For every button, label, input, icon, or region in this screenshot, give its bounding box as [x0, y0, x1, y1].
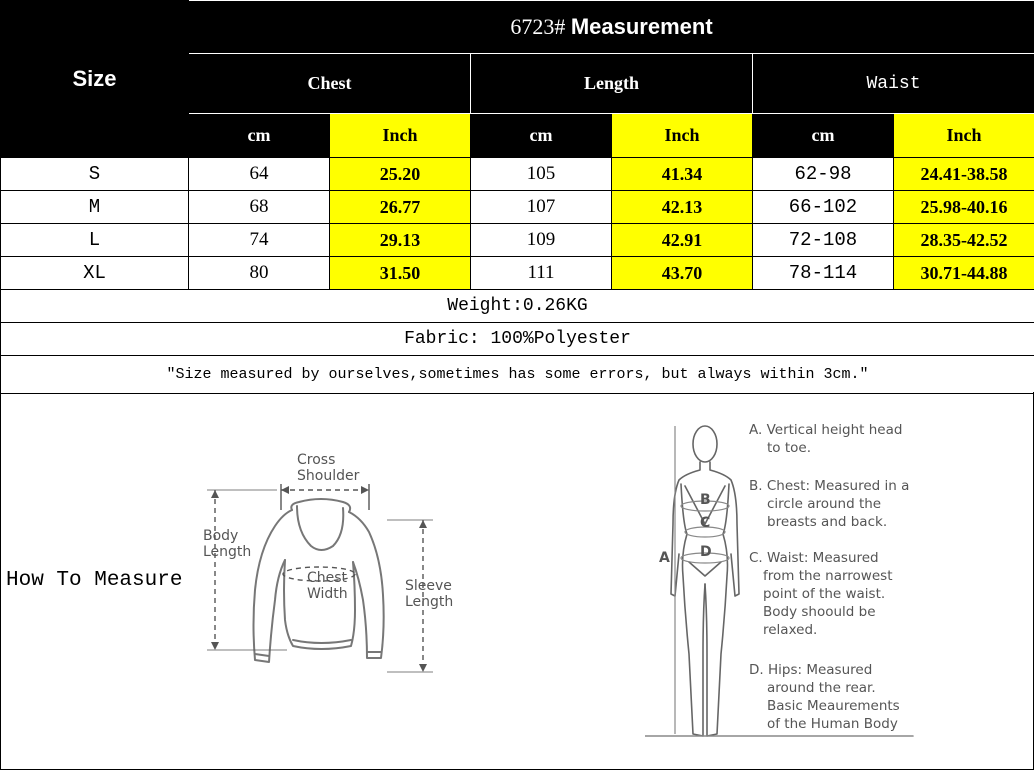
unit-header: cm [189, 114, 330, 158]
note-c: point of the waist. [763, 586, 886, 602]
table-row [1, 191, 1034, 224]
weight-info: Weight:0.26KG [1, 290, 1034, 323]
body-length-label: Body [203, 528, 239, 544]
note-c: relaxed. [763, 622, 818, 638]
waist-cm-cell: 72-108 [753, 224, 894, 257]
waist-inch-cell: 25.98-40.16 [894, 191, 1034, 224]
chest-inch-cell: 25.20 [330, 158, 471, 191]
waist-inch-cell: 28.35-42.52 [894, 224, 1034, 257]
table-row [1, 224, 1034, 257]
unit-header: cm [753, 114, 894, 158]
group-header-chest: Chest [189, 54, 471, 114]
sleeve-length-label: Sleeve [405, 578, 452, 594]
chest-cm-cell: 68 [189, 191, 330, 224]
size-cell: L [1, 224, 189, 257]
chest-cm-cell: 80 [189, 257, 330, 290]
note-c: Body shoould be [763, 604, 876, 620]
title-word: Measurement [570, 14, 713, 39]
body-marker-c: C [700, 515, 711, 531]
note-d: around the rear. [767, 680, 876, 696]
body-marker-b: B [700, 492, 711, 508]
waist-inch-cell: 30.71-44.88 [894, 257, 1034, 290]
size-header: Size [1, 1, 189, 158]
length-inch-cell: 43.70 [612, 257, 753, 290]
length-inch-cell: 42.91 [612, 224, 753, 257]
note-a: A. Vertical height head [749, 422, 903, 438]
body-length-label: Length [203, 544, 252, 560]
chest-width-label: Chest [307, 570, 348, 586]
note-b: B. Chest: Measured in a [749, 478, 910, 494]
chest-inch-cell: 26.77 [330, 191, 471, 224]
note-d: Basic Meaurements [767, 698, 900, 714]
waist-cm-cell: 66-102 [753, 191, 894, 224]
chest-width-label: Width [307, 586, 348, 602]
note-c: from the narrowest [763, 568, 893, 584]
unit-header: Inch [612, 114, 753, 158]
waist-inch-cell: 24.41-38.58 [894, 158, 1034, 191]
measurement-note: "Size measured by ourselves,sometimes has some errors, but always within 3cm." [1, 356, 1034, 394]
table-row [1, 158, 1034, 191]
size-cell: S [1, 158, 189, 191]
waist-cm-cell: 62-98 [753, 158, 894, 191]
sleeve-length-label: Length [405, 594, 454, 610]
chest-inch-cell: 29.13 [330, 224, 471, 257]
garment-diagram [197, 450, 467, 690]
chest-inch-cell: 31.50 [330, 257, 471, 290]
group-header-waist: Waist [753, 54, 1034, 114]
cross-shoulder-label: Shoulder [297, 468, 360, 484]
note-c: C. Waist: Measured [749, 550, 879, 566]
size-cell: M [1, 191, 189, 224]
length-cm-cell: 111 [471, 257, 612, 290]
length-cm-cell: 107 [471, 191, 612, 224]
length-inch-cell: 42.13 [612, 191, 753, 224]
unit-header: Inch [330, 114, 471, 158]
note-b: breasts and back. [767, 514, 888, 530]
group-header-length: Length [471, 54, 753, 114]
fabric-info: Fabric: 100%Polyester [1, 323, 1034, 356]
body-marker-d: D [700, 544, 712, 560]
note-d: D. Hips: Measured [749, 662, 873, 678]
length-inch-cell: 41.34 [612, 158, 753, 191]
length-cm-cell: 105 [471, 158, 612, 191]
table-row [1, 257, 1034, 290]
length-cm-cell: 109 [471, 224, 612, 257]
table-title [189, 1, 1034, 54]
how-to-measure-label: How To Measure [6, 569, 183, 592]
body-marker-a: A [659, 550, 670, 566]
chest-cm-cell: 64 [189, 158, 330, 191]
unit-header: cm [471, 114, 612, 158]
waist-cm-cell: 78-114 [753, 257, 894, 290]
note-a: to toe. [767, 440, 811, 456]
title-code: 6723# [510, 14, 566, 39]
note-b: circle around the [767, 496, 882, 512]
cross-shoulder-label: Cross [297, 452, 336, 468]
body-diagram [645, 414, 935, 766]
chest-cm-cell: 74 [189, 224, 330, 257]
how-to-measure-panel [0, 392, 1034, 770]
note-d: of the Human Body [767, 716, 898, 732]
size-cell: XL [1, 257, 189, 290]
unit-header: Inch [894, 114, 1034, 158]
